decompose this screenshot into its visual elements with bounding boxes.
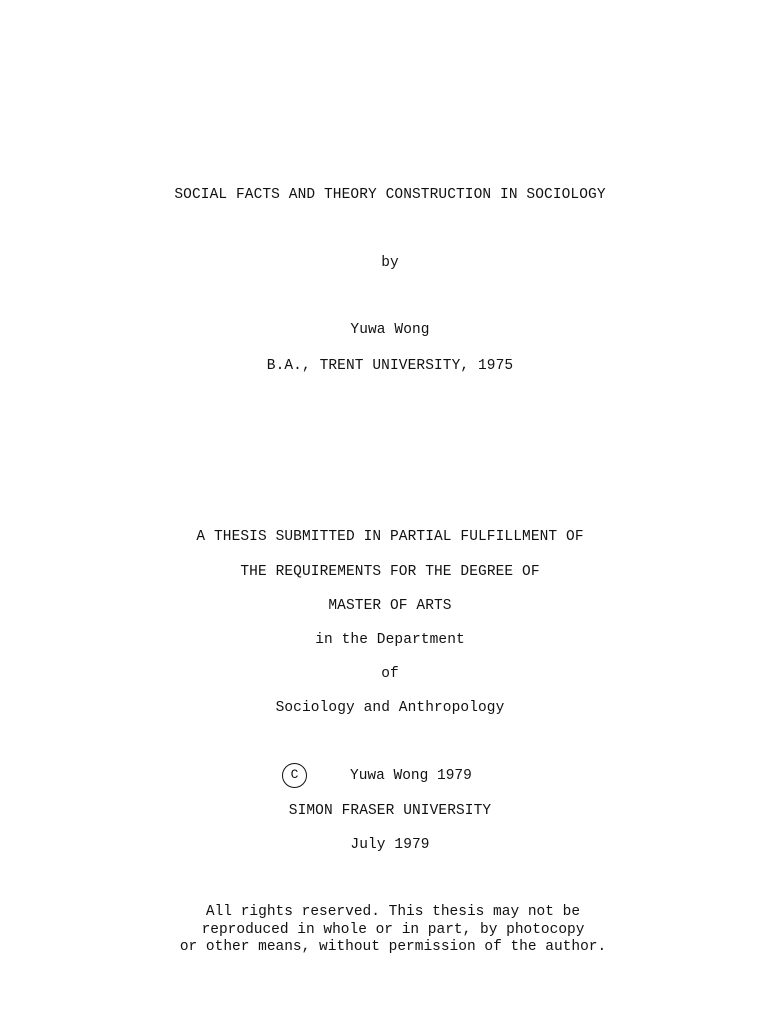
university-name: SIMON FRASER UNIVERSITY [288,803,492,819]
prior-degree: B.A., TRENT UNIVERSITY, 1975 [266,358,514,374]
thesis-statement-line-2: THE REQUIREMENTS FOR THE DEGREE OF [240,564,540,580]
thesis-title: SOCIAL FACTS AND THEORY CONSTRUCTION IN SOCIOLOGY [174,187,606,203]
department-name: Sociology and Anthropology [275,700,505,716]
rights-notice-line-1: All rights reserved. This thesis may not be [205,904,581,920]
degree-name: MASTER OF ARTS [328,598,452,614]
author-name: Yuwa Wong [350,322,430,338]
department-intro: in the Department [315,632,465,648]
rights-notice [0,904,768,957]
rights-notice-line-3: or other means, without permission of the author. [179,939,607,955]
rights-notice-line-2: reproduced in whole or in part, by photocopy [201,921,585,938]
submission-date: July 1979 [350,837,430,853]
thesis-statement-line-1: A THESIS SUBMITTED IN PARTIAL FULFILLMENT OF [196,529,584,545]
department-of: of [381,666,399,682]
copyright-icon: C [282,763,307,788]
copyright-holder: Yuwa Wong 1979 [350,768,472,784]
copyright-line [0,763,768,791]
by-label: by [381,255,399,271]
